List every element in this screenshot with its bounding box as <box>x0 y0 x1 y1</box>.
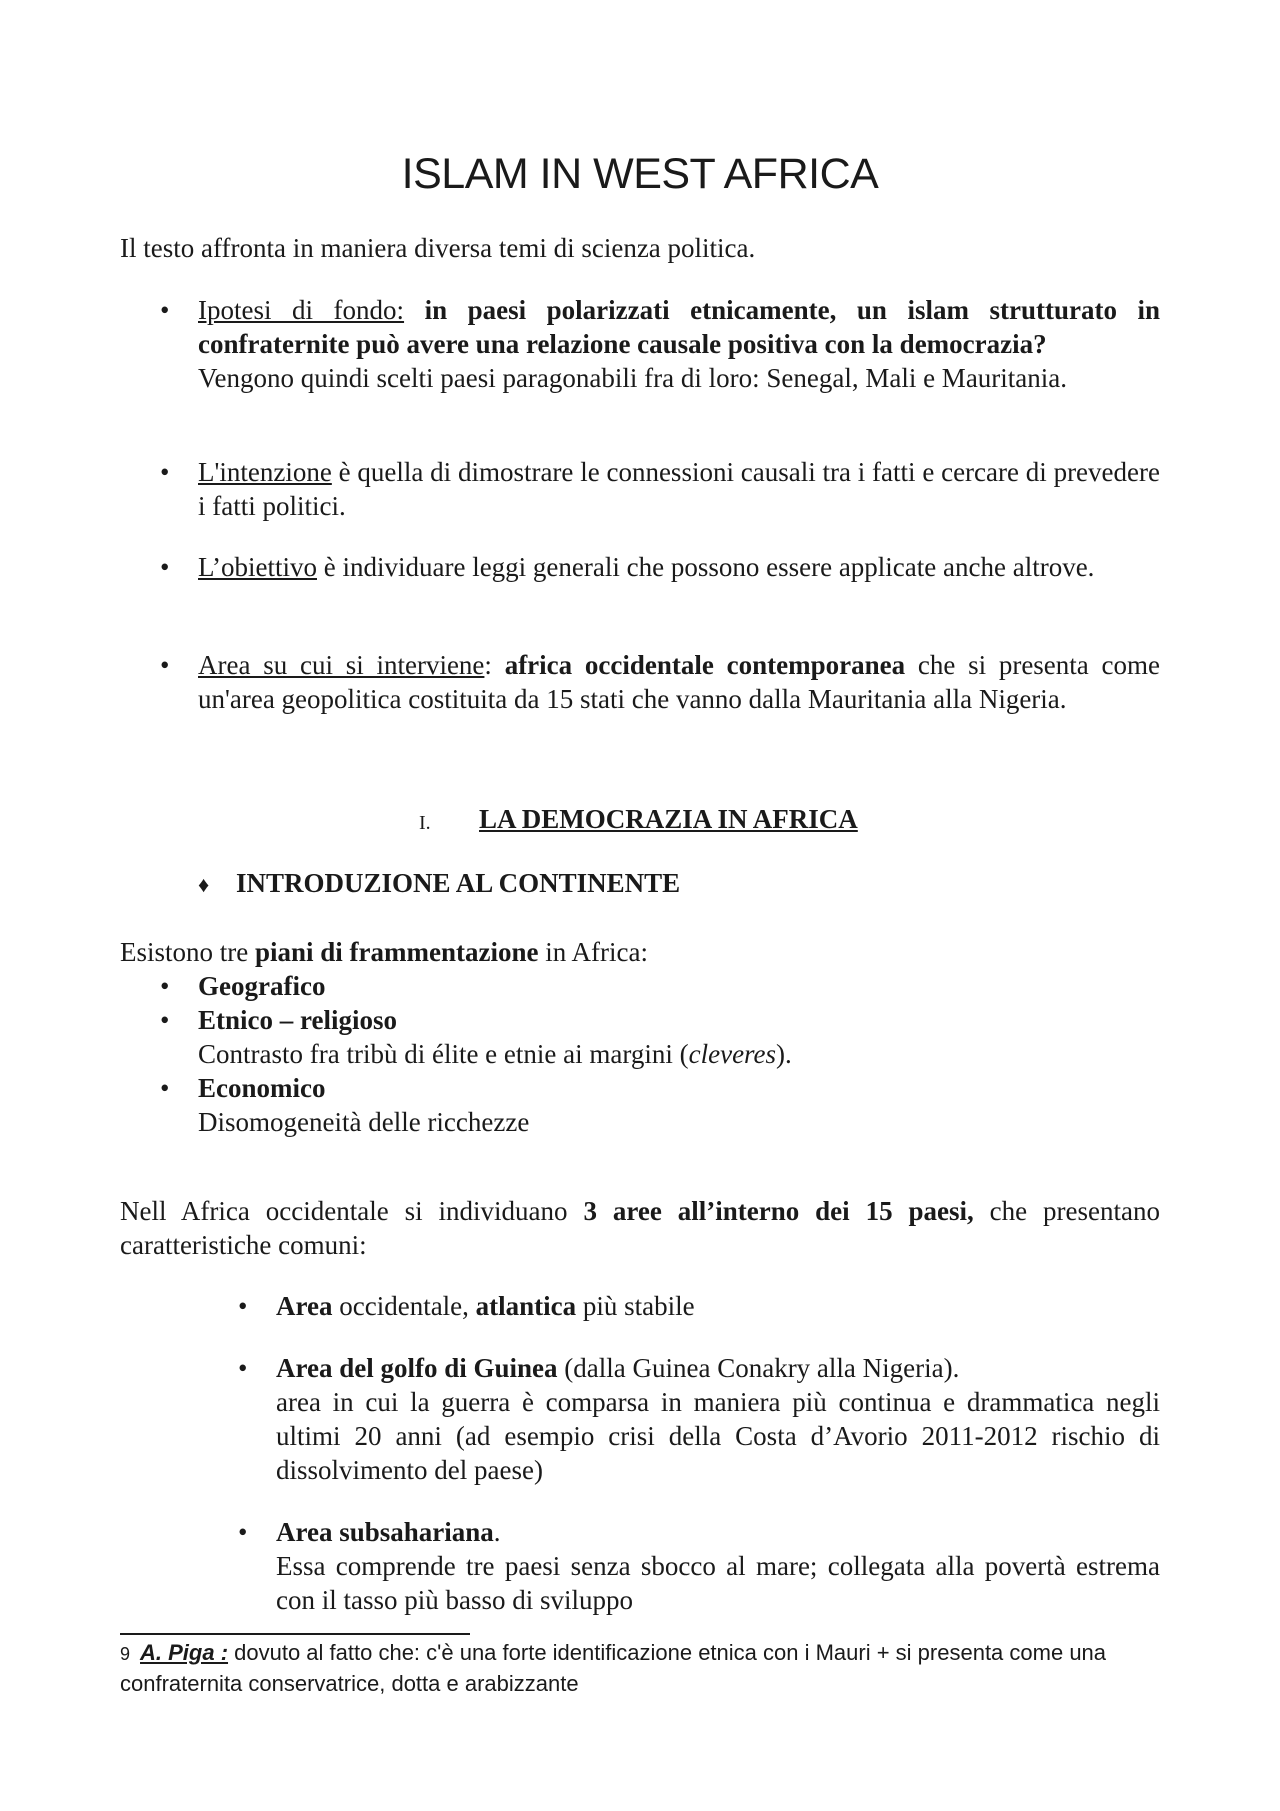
bullet-label: L'intenzione <box>198 457 332 487</box>
fragmentation-bold: piani di frammentazione <box>255 937 539 967</box>
item-title: Geografico <box>198 971 326 1001</box>
area-text: (dalla Guinea Conakry alla Nigeria). <box>557 1353 960 1383</box>
area-text: occidentale, <box>332 1291 476 1321</box>
area-item-subsaharan <box>238 1515 1160 1617</box>
footnote-separator <box>120 1633 470 1635</box>
area-bold: Area subsahariana <box>276 1517 494 1547</box>
bullet-area <box>160 648 1160 716</box>
area-item-atlantic <box>238 1289 1160 1323</box>
bullet-hypothesis <box>160 293 1160 395</box>
area-bold-2: atlantica <box>475 1291 577 1321</box>
subsection-heading <box>198 866 680 902</box>
item-desc-end: ). <box>776 1039 792 1069</box>
area-desc: Essa comprende tre paesi senza sbocco al mare; collegata alla povertà estrema con il tasso più basso di sviluppo <box>276 1551 1160 1615</box>
fragmentation-post: in Africa: <box>538 937 648 967</box>
intro-paragraph: Il testo affronta in maniera diversa temi di scienza politica. <box>120 233 756 263</box>
bullet-list-hypothesis <box>160 293 1160 395</box>
item-title: Economico <box>198 1073 326 1103</box>
bullet-text: Vengono quindi scelti paesi paragonabili fra di loro: Senegal, Mali e Mauritania. <box>198 363 1068 393</box>
subsection-title: INTRODUZIONE AL CONTINENTE <box>236 868 681 898</box>
bullet-bold: in paesi polarizzati etnicamente, un islam strutturato in confraternite può avere una relazione causale positiva con la democrazia? <box>198 295 1160 359</box>
list-item <box>160 969 1160 1003</box>
bullet-icon: • <box>160 1073 170 1103</box>
fragmentation-pre: Esistono tre <box>120 937 255 967</box>
bullet-label: Ipotesi di fondo: <box>198 295 405 325</box>
area-bold: Area <box>276 1291 333 1321</box>
bullet-colon: : <box>484 650 505 680</box>
list-item <box>160 1003 1160 1071</box>
bullet-icon: • <box>160 457 170 487</box>
area-text: . <box>493 1517 501 1547</box>
bullet-bold: africa occidentale contemporanea <box>504 650 906 680</box>
bullet-intention <box>160 455 1160 523</box>
areas-intro-post: che presentano caratteristiche comuni: <box>120 1196 1161 1260</box>
section-number: I. <box>419 812 431 834</box>
item-desc: Contrasto fra tribù di élite e etnie ai margini ( <box>198 1039 689 1069</box>
areas-list-2 <box>238 1351 1160 1487</box>
area-bold: Area del golfo di Guinea <box>276 1353 558 1383</box>
bullet-icon: • <box>160 971 170 1001</box>
bullet-icon: • <box>160 552 170 582</box>
bullet-list-area <box>160 648 1160 716</box>
bullet-label: L’obiettivo <box>198 552 317 582</box>
item-title: Etnico – religioso <box>198 1005 397 1035</box>
list-item <box>160 1071 1160 1139</box>
bullet-icon: • <box>160 650 170 680</box>
bullet-icon: • <box>238 1517 248 1547</box>
area-text-2: più stabile <box>576 1291 695 1321</box>
areas-intro-paragraph <box>120 1194 1160 1262</box>
diamond-icon: ♦ <box>198 872 210 897</box>
fragmentation-paragraph <box>120 935 1160 969</box>
footnote-text: dovuto al fatto che: c'è una forte identificazione etnica con i Mauri + si presenta come una confraternita conservatrice, dotta e arabizzante <box>120 1640 1107 1696</box>
bullet-text: è individuare leggi generali che possono essere applicate anche altrove. <box>317 552 1095 582</box>
item-desc: Disomogeneità delle ricchezze <box>198 1107 530 1137</box>
footnote-author: A. Piga : <box>140 1640 229 1665</box>
bullet-label: Area su cui si interviene <box>198 650 485 680</box>
bullet-icon: • <box>238 1291 248 1321</box>
fragmentation-list <box>160 969 1160 1139</box>
areas-list-1 <box>238 1289 1160 1323</box>
bullet-text: che si presenta come un'area geopolitica costituita da 15 stati che vanno dalla Mauritania alla Nigeria. <box>198 650 1161 714</box>
bullet-list-intention <box>160 455 1160 523</box>
areas-intro-bold: 3 aree all’interno dei 15 paesi, <box>583 1196 974 1226</box>
footnote-number: 9 <box>120 1644 131 1664</box>
area-desc: area in cui la guerra è comparsa in maniera più continua e drammatica negli ultimi 20 anni (ad esempio crisi della Costa d’Avorio 2011-2012 rischio di dissolvimento del paese) <box>276 1387 1160 1485</box>
areas-intro-pre: Nell Africa occidentale si individuano <box>120 1196 584 1226</box>
footnote <box>120 1638 1160 1699</box>
document-title: ISLAM IN WEST AFRICA <box>401 150 879 198</box>
bullet-text: è quella di dimostrare le connessioni causali tra i fatti e cercare di prevedere i fatti politici. <box>198 457 1160 521</box>
bullet-list-objective <box>160 550 1160 584</box>
section-title: LA DEMOCRAZIA IN AFRICA <box>479 804 858 834</box>
bullet-icon: • <box>238 1353 248 1383</box>
bullet-icon: • <box>160 295 170 325</box>
bullet-icon: • <box>160 1005 170 1035</box>
areas-list-3 <box>238 1515 1160 1617</box>
item-desc-italic: cleveres <box>688 1039 777 1069</box>
area-item-guinea <box>238 1351 1160 1487</box>
bullet-objective <box>160 550 1160 584</box>
